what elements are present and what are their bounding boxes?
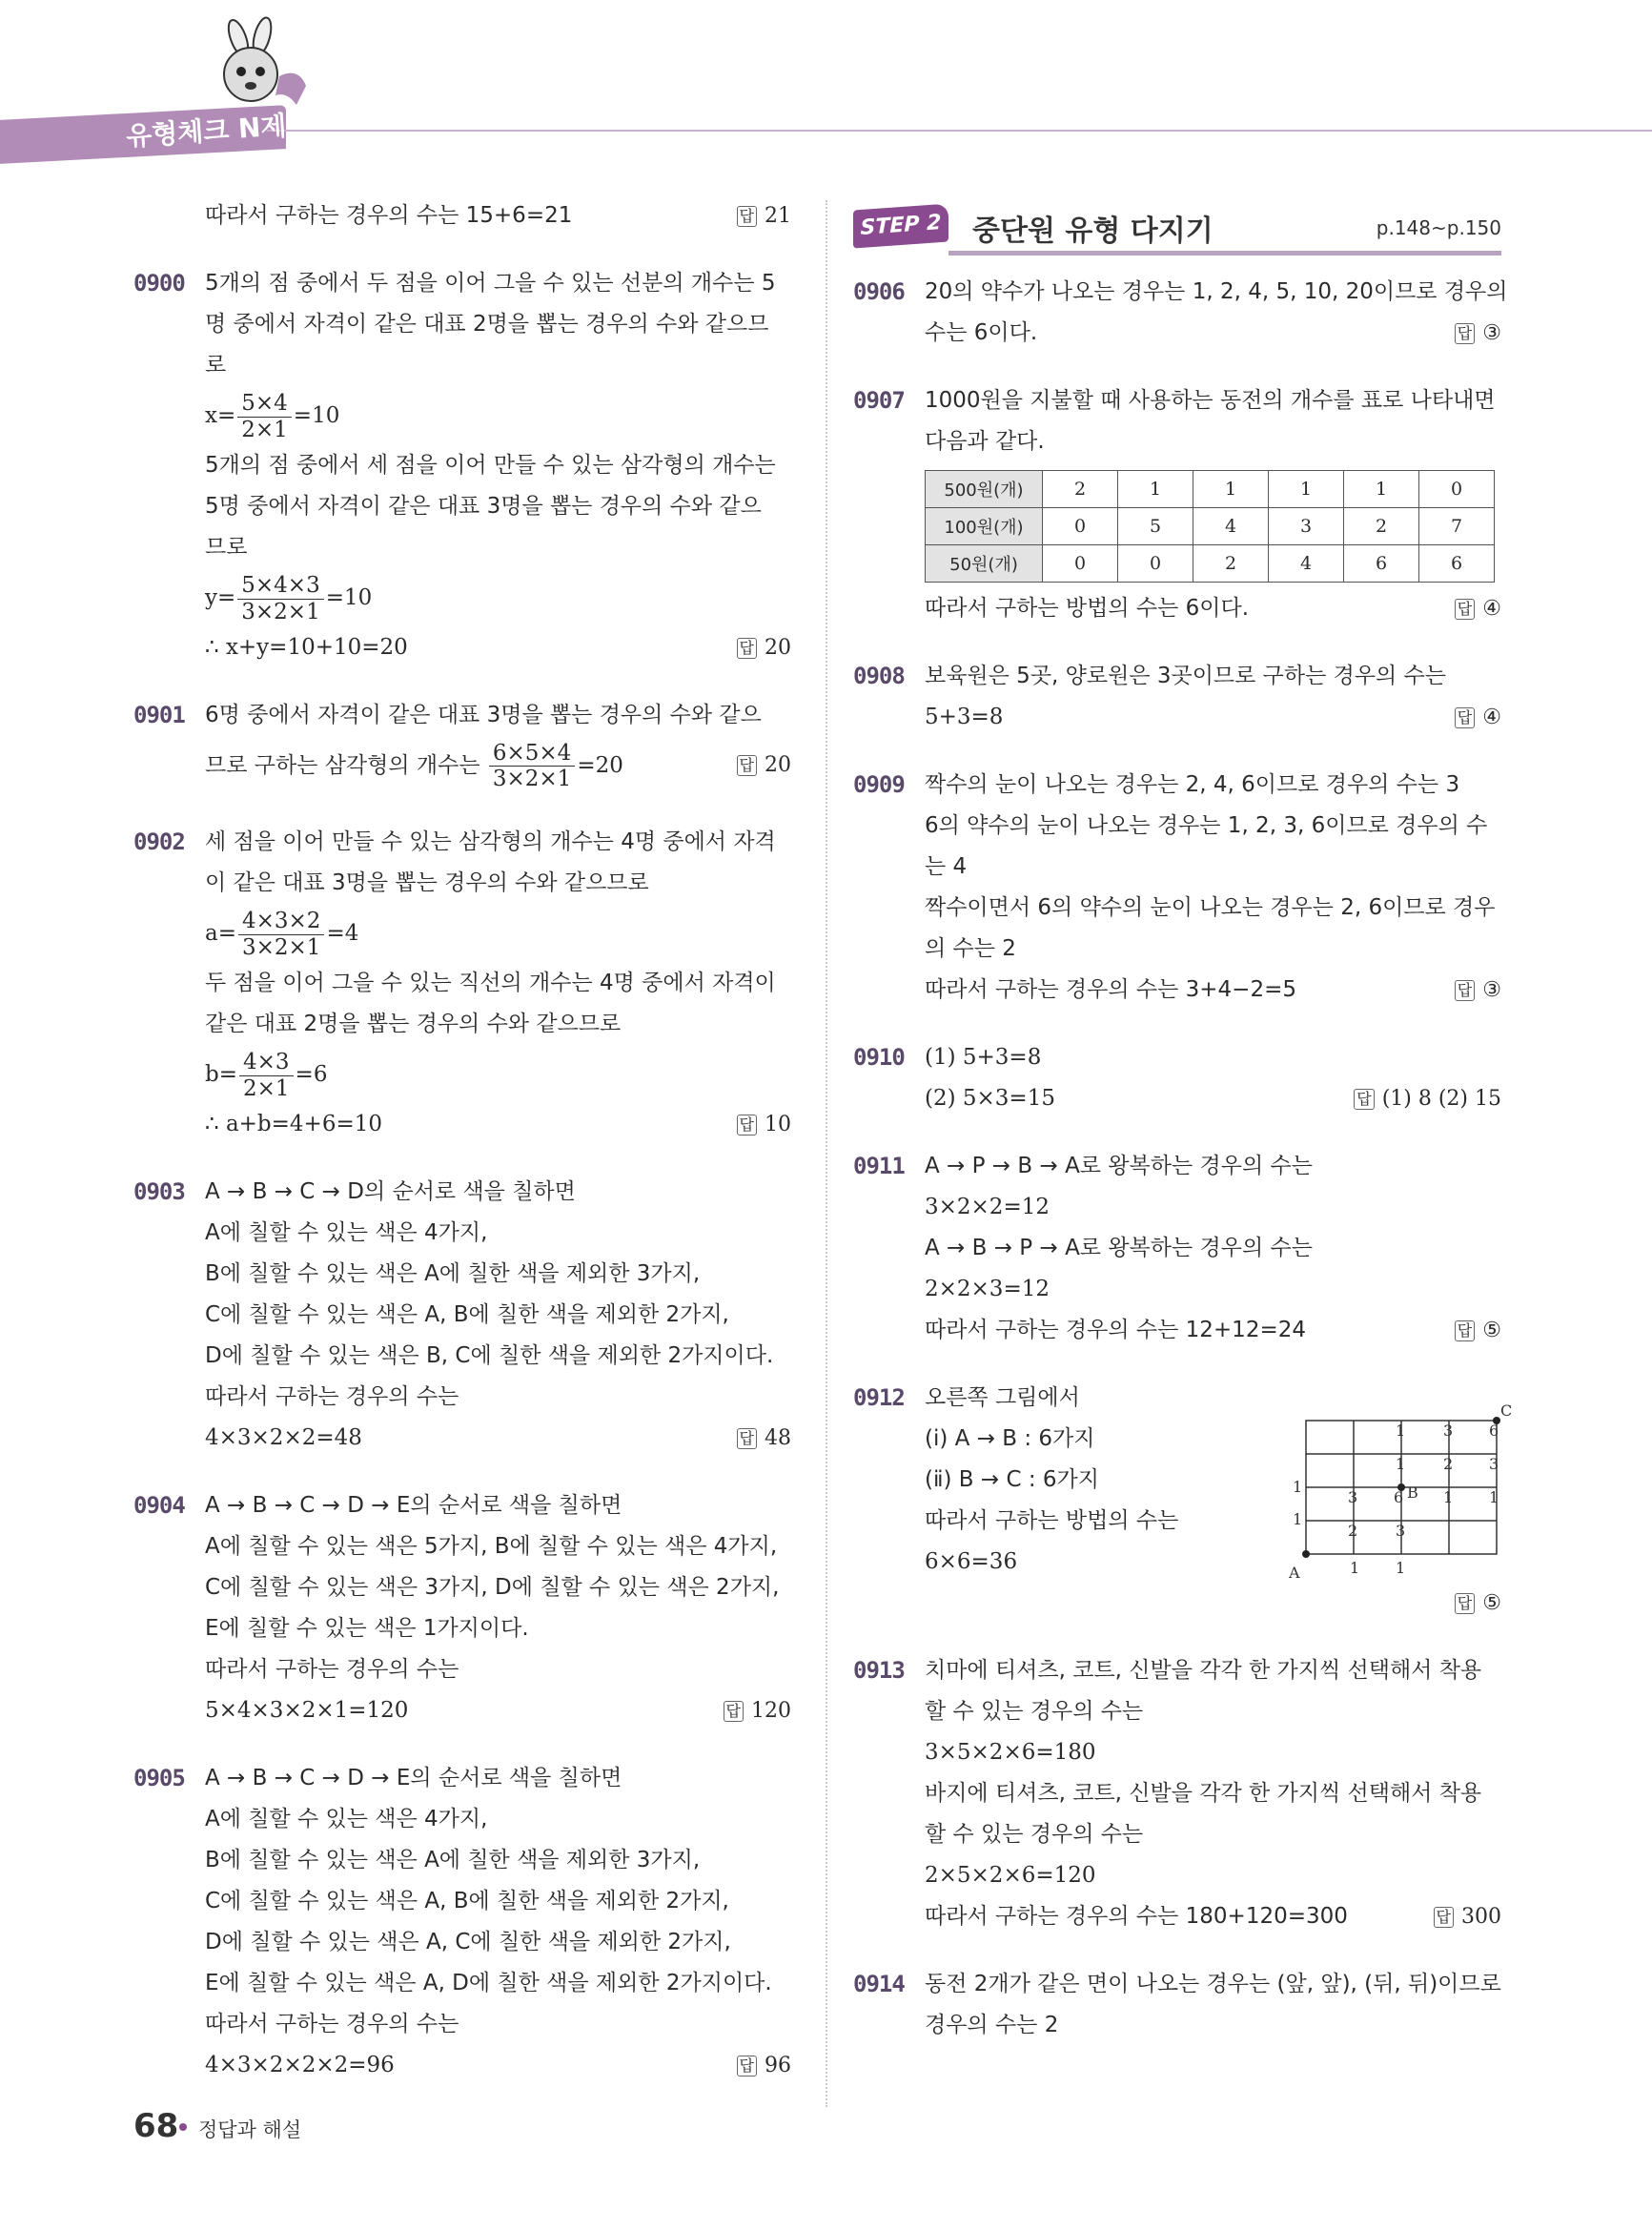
grid-count: 1 <box>1350 1559 1360 1577</box>
grid-count: 1 <box>1396 1559 1406 1577</box>
problem-0904: 0904 A → B → C → D → E의 순서로 색을 칠하면 A에 칠할 수 있는 색은 5가지, B에 칠할 수 있는 색은 4가지, C에 칠할 수 있는 색은 3가지, D에 칠할 수 있는 색은 2가지, E에 칠할 수 있는 색은 1가지이다. 따라서 구하는 경우의 수는 5×4×3×2×1=120 답 120 <box>133 1485 791 1731</box>
problem-0909: 0909 짝수의 눈이 나오는 경우는 2, 4, 6이므로 경우의 수는 3 6의 약수의 눈이 나오는 경우는 1, 2, 3, 6이므로 경우의 수 는 4 짝수이면서 6의 약수의 눈이 나오는 경우는 2, 6이므로 경우 의 수는 2 따라서 구하는 경우의 수는 3+4−2=5 답 ③ <box>853 765 1501 1011</box>
problem-0912: 0912 오른쪽 그림에서 (ⅰ) A → B : 6가지 (ⅱ) B → C : 6가지 따라서 구하는 방법의 수는 6×6=36 답 ⑤ <box>853 1378 1501 1624</box>
problem-number: 0907 <box>853 387 905 414</box>
problem-number: 0910 <box>853 1044 905 1071</box>
grid-count: 3 <box>1443 1422 1454 1440</box>
path-grid-figure <box>1277 1401 1513 1587</box>
answer: 답 20 <box>737 627 791 668</box>
header-rule <box>267 130 1652 132</box>
header-label: 유형체크 N제 <box>125 110 288 153</box>
left-column <box>133 195 791 2086</box>
footer-dot <box>179 2123 187 2131</box>
answer: 답 ⑤ <box>1455 1583 1501 1624</box>
step-pages: p.148~p.150 <box>1376 216 1501 239</box>
point-a <box>1302 1550 1310 1558</box>
answer: 답 120 <box>724 1690 791 1731</box>
grid-count: 1 <box>1293 1478 1303 1496</box>
formula: y= $\frac{5\times 4\times 3}{3\times 2\times 1}$ =10 <box>205 573 373 624</box>
label-b: B <box>1407 1483 1418 1502</box>
grid-count: 1 <box>1443 1488 1454 1506</box>
column-divider <box>826 200 827 2107</box>
grid-count: 6 <box>1394 1488 1404 1506</box>
answer: 답 ④ <box>1455 588 1501 629</box>
problem-number: 0903 <box>133 1178 185 1205</box>
problem-0901: 0901 6명 중에서 자격이 같은 대표 3명을 뽑는 경우의 수와 같으 므로 구하는 삼각형의 개수는 $\frac{6\times 5\times 4}{3\times 2\times 1}$ =20 답 20 <box>133 695 791 795</box>
answer: 답 (1) 8 (2) 15 <box>1354 1078 1501 1119</box>
problem-number: 0911 <box>853 1153 905 1179</box>
step-badge: STEP 2 <box>853 204 948 249</box>
answer: 답 ⑤ <box>1455 1310 1501 1351</box>
table-row: 100원(개) 0 5 4 3 2 7 <box>926 508 1495 545</box>
grid-count: 3 <box>1348 1488 1358 1506</box>
answer: 답 21 <box>737 195 791 236</box>
grid-count: 1 <box>1396 1455 1406 1473</box>
problem-number: 0908 <box>853 663 905 689</box>
grid-count: 3 <box>1489 1455 1499 1473</box>
problem-0911: 0911 A → P → B → A로 왕복하는 경우의 수는 3×2×2=12 A → B → P → A로 왕복하는 경우의 수는 2×2×3=12 따라서 구하는 경우의 수는 12+12=24 답 ⑤ <box>853 1146 1501 1351</box>
coin-table <box>925 470 1495 583</box>
grid-count: 6 <box>1489 1422 1499 1440</box>
grid-count: 2 <box>1443 1455 1454 1473</box>
label-a: A <box>1289 1564 1300 1582</box>
problem-0914: 0914 동전 2개가 같은 면이 나오는 경우는 (앞, 앞), (뒤, 뒤)이므로 경우의 수는 2 <box>853 1964 1501 2046</box>
formula: b= $\frac{4\times 3}{2\times 1}$ =6 <box>205 1050 328 1101</box>
carry-line: 따라서 구하는 경우의 수는 15+6=21 답 21 <box>133 195 791 236</box>
answer: 답 ③ <box>1455 970 1501 1011</box>
footer-text: 정답과 해설 <box>198 2118 302 2141</box>
problem-0913: 0913 치마에 티셔츠, 코트, 신발을 각각 한 가지씩 선택해서 착용 할 수 있는 경우의 수는 3×5×2×6=180 바지에 티셔츠, 코트, 신발을 각각 한 가지씩 선택해서 착용 할 수 있는 경우의 수는 2×5×2×6=120 따라서 구하는 경우의 수는 180+120=300 답 300 <box>853 1650 1501 1937</box>
answer: 답 48 <box>737 1418 791 1459</box>
grid-count: 1 <box>1489 1488 1499 1506</box>
step-rule <box>948 251 1501 256</box>
grid-count: 1 <box>1396 1422 1406 1440</box>
problem-number: 0904 <box>133 1492 185 1519</box>
grid-count: 1 <box>1293 1510 1303 1528</box>
formula: x= $\frac{5\times 4}{2\times 1}$ =10 <box>205 391 340 442</box>
problem-0900: 0900 5개의 점 중에서 두 점을 이어 그을 수 있는 선분의 개수는 5 명 중에서 자격이 같은 대표 2명을 뽑는 경우의 수와 같으므 로 x= $\frac{5\times 4}{2\times 1}$ =10 5개의 점 중에서 세 점을 이어 만들 수 있는 삼각형의 개수는 5명 중에서 자격이 같은 대표 3명을 뽑는 경우의 수와 같으 므로 y= $\frac{5\times 4\times 3}{3\times 2\times 1}$ =10 ∴ x+y=10+10=20 답 20 <box>133 263 791 668</box>
step-header <box>853 195 1501 262</box>
label-c: C <box>1500 1401 1513 1420</box>
problem-number: 0914 <box>853 1971 905 1997</box>
formula: $\frac{6\times 5\times 4}{3\times 2\times 1}$ <box>489 741 575 792</box>
table-row: 50원(개) 0 0 2 4 6 6 <box>926 545 1495 583</box>
problem-0908: 0908 보육원은 5곳, 양로원은 3곳이므로 구하는 경우의 수는 5+3=8 답 ④ <box>853 656 1501 738</box>
answer: 답 20 <box>737 736 791 795</box>
answer: 답 96 <box>737 2045 791 2086</box>
problem-0907: 0907 1000원을 지불할 때 사용하는 동전의 개수를 표로 나타내면 다음과 같다. 500원(개) 2 1 1 1 1 0 100원(개) 0 5 4 3 2 7 50원(개) 0 0 2 4 6 6 따라서 구하는 방법의 수는 6이다. 답 ④ <box>853 380 1501 629</box>
formula: a= $\frac{4\times 3\times 2}{3\times 2\times 1}$ =4 <box>205 909 359 960</box>
answer: 답 ③ <box>1455 313 1501 354</box>
problem-number: 0900 <box>133 270 185 297</box>
step-title: 중단원 유형 다지기 <box>972 215 1214 248</box>
problem-number: 0905 <box>133 1765 185 1791</box>
answer: 답 ④ <box>1455 697 1501 738</box>
grid-count: 3 <box>1396 1522 1406 1540</box>
problem-number: 0906 <box>853 278 905 305</box>
problem-number: 0912 <box>853 1384 905 1411</box>
problem-number: 0909 <box>853 771 905 798</box>
problem-0906: 0906 20의 약수가 나오는 경우는 1, 2, 4, 5, 10, 20이므로 경우의 수는 6이다. 답 ③ <box>853 272 1501 354</box>
problem-0902: 0902 세 점을 이어 만들 수 있는 삼각형의 개수는 4명 중에서 자격 이 같은 대표 3명을 뽑는 경우의 수와 같으므로 a= $\frac{4\times 3\times 2}{3\times 2\times 1}$ =4 두 점을 이어 그을 수 있는 직선의 개수는 4명 중에서 자격이 같은 대표 2명을 뽑는 경우의 수와 같으므로 b= $\frac{4\times 3}{2\times 1}$ =6 ∴ a+b=4+6=10 답 10 <box>133 822 791 1145</box>
problem-number: 0901 <box>133 702 185 728</box>
right-column <box>853 195 1508 2046</box>
rabbit-mascot-icon <box>195 19 310 124</box>
problem-number: 0902 <box>133 829 185 855</box>
problem-0910: 0910 (1) 5+3=8 (2) 5×3=15 답 (1) 8 (2) 15 <box>853 1037 1501 1119</box>
answer: 답 300 <box>1434 1896 1501 1937</box>
table-row: 500원(개) 2 1 1 1 1 0 <box>926 471 1495 508</box>
problem-0905: 0905 A → B → C → D → E의 순서로 색을 칠하면 A에 칠할 수 있는 색은 4가지, B에 칠할 수 있는 색은 A에 칠한 색을 제외한 3가지, C에 칠할 수 있는 색은 A, B에 칠한 색을 제외한 2가지, D에 칠할 수 있는 색은 A, C에 칠한 색을 제외한 2가지, E에 칠할 수 있는 색은 A, D에 칠한 색을 제외한 2가지이다. 따라서 구하는 경우의 수는 4×3×2×2×2=96 답 96 <box>133 1758 791 2086</box>
problem-number: 0913 <box>853 1657 905 1684</box>
grid-count: 2 <box>1348 1522 1358 1540</box>
answer: 답 10 <box>737 1104 791 1145</box>
page-number: 68 <box>133 2107 179 2145</box>
problem-0903: 0903 A → B → C → D의 순서로 색을 칠하면 A에 칠할 수 있는 색은 4가지, B에 칠할 수 있는 색은 A에 칠한 색을 제외한 3가지, C에 칠할 수 있는 색은 A, B에 칠한 색을 제외한 2가지, D에 칠할 수 있는 색은 B, C에 칠한 색을 제외한 2가지이다. 따라서 구하는 경우의 수는 4×3×2×2=48 답 48 <box>133 1172 791 1459</box>
